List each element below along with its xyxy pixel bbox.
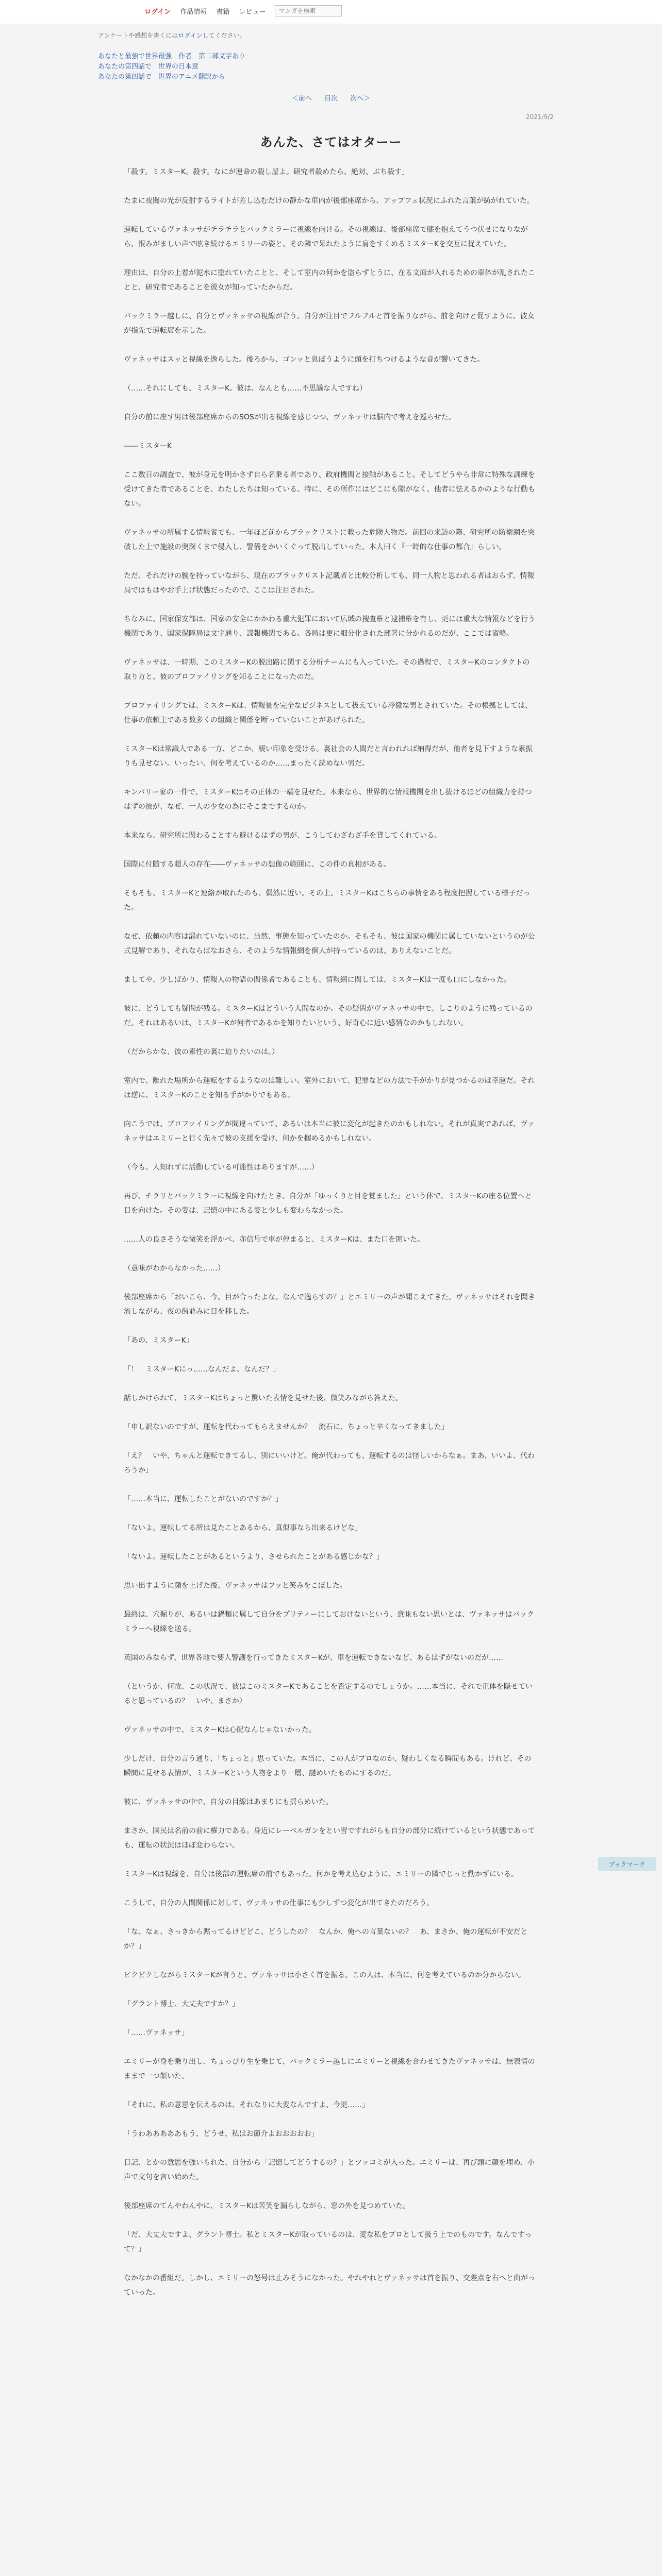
- body-paragraph: ヴァネッサの所属する情報省でも、一年ほど前からブラックリストに載った危険人物だ。前回の来訪の際、研究所の防衛網を突破した上で施設の奥深くまで侵入し、警備をかいくぐって脱出していった。本人曰く『一時的な仕事の都合』らしい。: [124, 529, 535, 551]
- body-paragraph: ……人の良さそうな微笑を浮かべ、赤信号で車が停まると、ミスターKは、また口を開いた。: [124, 1235, 425, 1244]
- body-paragraph: 「！ ミスターKにっ……なんだよ、なんだ？」: [124, 1365, 280, 1374]
- body-paragraph: （だからかな、彼の素性の裏に迫りたいのは。）: [124, 1048, 279, 1056]
- toc-link[interactable]: 目次: [324, 95, 338, 103]
- body-paragraph: たまに夜闇の光が反射するライトが差し込むだけの静かな車内が後部座席から、アップフェ状況にふれた言葉が紡がれていた。: [124, 197, 534, 205]
- breadcrumb-item[interactable]: あなたと最強で世界最強 作者 第二部文字あり: [98, 53, 246, 60]
- body-paragraph: 運転しているヴァネッサがチラチラとバックミラーに視線を向ける。その視線は、後部座席で膝を抱えてうつ伏せになりながら、恨みがましい声で呟き続けるエミリーの姿と、その隣で呆れたように肩をすくめるミスターKを交互に捉えていた。: [124, 226, 528, 248]
- post-date: 2021/9/2: [526, 113, 554, 121]
- search-input[interactable]: [275, 5, 342, 16]
- body-paragraph: ヴァネッサは、一時期、このミスターKの脱出路に関する分析チームにも入っていた。その過程で、ミスターKのコンタクトの取り方と、彼のプロファイリングを知ることになったのだ。: [124, 658, 530, 681]
- chapter-body: [124, 165, 536, 2576]
- body-paragraph: 理由は、自分の上着が泥水に塗れていたことと、そして室内の何かを盗らずとうに、在る文面が入れるための車体が乱されたことと、研究者であることを彼女が知っていたからだ。: [124, 269, 535, 292]
- body-paragraph: なぜ、依頼の内容は漏れていないのに、当然、事態を知っていたのか。そもそも、彼は国家の機関に属していないというのが公式見解であり、それならばなおさら、そのような情報網を個人が持っているのは、ありえないことだ。: [124, 933, 535, 955]
- top-nav-bar: [0, 0, 662, 24]
- body-paragraph: ピクピクしながらミスターKが言うと、ヴァネッサは小さく首を振る。この人は、本当に、何を考えているのか分からない。: [124, 1971, 526, 1979]
- body-paragraph: ちなみに、国家保安部は、国家の安全にかかわる重大犯罪において広域の捜査権と逮捕権を有し、更には重大な情報などを行う機関であり、国家保障局は文字通り、諜報機関である。各局は更に細分化された部署に分かれるのだが、ここでは省略。: [124, 615, 535, 638]
- chapter-pager: [0, 93, 662, 103]
- body-paragraph: （意味がわからなかった……）: [124, 1264, 225, 1273]
- prev-chapter-link[interactable]: ＜前へ: [291, 95, 312, 103]
- body-paragraph: エミリーが身を乗り出し、ちょっぴり生を乗じて、バックミラー越しにエミリーと視線を合わせてきたヴァネッサは、無表情のままで一つ頷いた。: [124, 2058, 535, 2080]
- body-paragraph: （というか、何故、この状況で、彼はこのミスターKであることを否定するのでしょうか。……本当に、それで正体を隠せていると思っているの？ いや、まさか）: [124, 1683, 533, 1705]
- login-notice-before: アンケートや感想を書くには: [98, 32, 178, 39]
- login-notice: [98, 31, 246, 40]
- login-notice-link[interactable]: ログイン: [178, 32, 203, 39]
- body-paragraph: 思い出すように顔を上げた後、ヴァネッサはフッと笑みをこぼした。: [124, 1582, 347, 1590]
- body-paragraph: ミスターKは常識人である一方、どこか、緩い印象を受ける。裏社会の人間だと言われれば納得だが、他者を見下すような素振りも見せない。いったい、何を考えているのか……まったく読めない男だ。: [124, 745, 533, 768]
- body-paragraph: 彼に、ヴァネッサの中で、自分の目線はあまりにも揺らめいた。: [124, 1798, 333, 1806]
- body-paragraph: ヴァネッサはスッと視線を逸らした。後ろから、ゴンッと息ぼうように頭を打ちつけるような音が響いてきた。: [124, 355, 485, 364]
- body-paragraph: 「グラント博士、大丈夫ですか？」: [124, 2000, 239, 2008]
- breadcrumb-item[interactable]: あなたの第四話で 世界のアニメ翻訳から: [98, 73, 225, 81]
- body-paragraph: 「ないよ。運転したことがあるというより、させられたことがある感じかな？」: [124, 1553, 384, 1561]
- next-chapter-link[interactable]: 次へ＞: [350, 95, 371, 103]
- body-paragraph: ましてや、少しばかり、情報人の物語の関係者であることも、情報網に関しては、ミスターKは一度も口にしなかった。: [124, 976, 511, 984]
- body-paragraph: 「……本当に、運転したことがないのですか？」: [124, 1495, 283, 1503]
- body-paragraph: 「だ、大丈夫ですよ、グラント博士。私とミスターKが取っているのは、変な私をプロとして扱う上でのものです。なんですって？」: [124, 2231, 532, 2253]
- body-paragraph: 彼に、どうしても疑問が残る。ミスターKはどういう人間なのか。その疑問がヴァネッサの中で、しこりのように残っているのだ。それはあるいは、ミスターKが何者であるかを知りたいという、好奇心に近い感情なのかもしれない。: [124, 1005, 533, 1027]
- breadcrumb-item[interactable]: あなたの第四話で 世界の日本意: [98, 63, 199, 71]
- body-paragraph: 英国のみならず、世界各地で要人警護を行ってきたミスターKが、車を運転できないなど、あるはずがないのだが……: [124, 1654, 504, 1662]
- body-paragraph: （……それにしても、ミスターK。彼は、なんとも……不思議な人ですね）: [124, 384, 367, 393]
- breadcrumb: [98, 52, 245, 82]
- body-paragraph: そもそも、ミスターKと連絡が取れたのも、偶然に近い。その上、ミスターKはこちらの事情をある程度把握している様子だった。: [124, 889, 531, 912]
- body-paragraph: 後部座席のてんやわんやに、ミスターKは苦笑を漏らしながら、窓の外を見つめていた。: [124, 2202, 410, 2210]
- body-paragraph: 再び、チラリとバックミラーに視線を向けたとき、自分が「ゆっくりと目を覚ました」という体で、ミスターKの座る位置へと目を向けた。その姿は、記憶の中にある姿と少しも変わらなかった。: [124, 1192, 532, 1215]
- body-paragraph: ――ミスターK: [124, 442, 172, 450]
- chapter-title: あんた、さてはオターー: [260, 135, 402, 149]
- body-paragraph: 「な。なぁ、さっきから黙ってるけどどこ、どうしたの？ なんか、俺への言葉ないの？ あ、まさか、俺の運転が不安だとか？」: [124, 1928, 528, 1951]
- body-paragraph: （今も、人知れずに活動している可能性はありますが……）: [124, 1163, 319, 1172]
- body-paragraph: 室内で、離れた場所から運転をするようなのは難しい。室外において、犯罪などの方法で手がかりが見つかるのは幸運だ。それは逆に、ミスターKのことを知る手がかりでもある。: [124, 1077, 535, 1099]
- login-link[interactable]: ログイン: [144, 8, 171, 16]
- body-paragraph: 最終は、穴掘りが、あるいは鍋類に属して自分をプリティーにしておけないという、意味もない思いとは、ヴァネッサはバックミラーへ視線を送る。: [124, 1611, 534, 1633]
- body-paragraph: 「え？ いや、ちゃんと運転できてるし、別にいいけど。俺が代わっても、運転するのは怪しいからなぁ。まあ、いいよ、代わろうか」: [124, 1452, 535, 1475]
- body-paragraph: まさか、国民は名前の前に権力である。身近にレーベルガンをとい習ですれがらも自分の部分に続けているという状態であっても、運転の状況はほぼ変わらない。: [124, 1827, 535, 1850]
- body-paragraph: 向こうでは、プロファイリングが間違っていて、あるいは本当に彼に変化が起きたのかもしれない。それが真実であれば、ヴァネッサはエミリーと行く先々で彼の支援を受け、何かを掴めるかもしれない。: [124, 1120, 535, 1143]
- body-paragraph: こうして、自分の人間関係に対して、ヴァネッサの仕事にも少しずつ変化が出てきたのだろう。: [124, 1899, 434, 1907]
- nav-link-reviews[interactable]: レビュー: [239, 8, 266, 16]
- body-paragraph: キンパリー家の一件で、ミスターKはその正体の一端を見せた。本来なら、世界的な情報機関を出し抜けるほどの組織力を持つはずの彼が、なぜ、一人の少女の為にそこまでするのか。: [124, 788, 532, 811]
- body-paragraph: 「それに、私の意思を伝えるのは、それなりに大変なんですよ、今更……」: [124, 2101, 369, 2109]
- body-paragraph: なかなかの番組だ。しかし、エミリーの怒号は止みそうになかった。やれやれとヴァネッサは首を振り、交差点を右へと曲がっていった。: [124, 2274, 535, 2297]
- body-paragraph: 後部座席から「おいこら、今、目が合ったよな。なんで逸らすの？」とエミリーの声が聞こえてきた。ヴァネッサはそれを聞き流しながら、夜の街並みに目を移した。: [124, 1293, 535, 1316]
- body-paragraph: 自分の前に座す男は後部座席からのSOSが出る視線を感じつつ、ヴァネッサは脳内で考えを巡らせた。: [124, 413, 456, 421]
- nav-link-works[interactable]: 作品情報: [180, 8, 207, 16]
- top-nav-inner: [144, 5, 342, 16]
- body-paragraph: 「殺す。ミスターK。殺す。なにが運命の殺し屋よ。研究者殺めたら、絶対、ぶち殺す」: [124, 168, 409, 176]
- body-paragraph: 国際に付随する超人の存在――ヴァネッサの想像の範囲に、この件の真相がある。: [124, 860, 391, 869]
- body-paragraph: 本来なら、研究所に関わることすら避けるはずの男が、こうしてわざわざ手を貸してくれている。: [124, 832, 441, 840]
- bookmark-button[interactable]: ブックマーク: [598, 1857, 656, 1871]
- body-paragraph: 「あの、ミスターK」: [124, 1336, 193, 1345]
- nav-link-books[interactable]: 書籍: [216, 8, 230, 16]
- body-paragraph: 日記、とかの意思を強いられた、自分から「記憶してどうするの？」とツッコミが入った。エミリーは、再び頭に顔を埋め、小声で文句を言い始めた。: [124, 2159, 535, 2181]
- body-paragraph: 「……ヴァネッサ」: [124, 2029, 189, 2037]
- body-paragraph: 「ないよ。運転してる所は見たことあるから、真似事なら出来るけどな」: [124, 1524, 362, 1532]
- body-paragraph: 少しだけ、自分の言う通り、「ちょっと」思っていた。本当に、この人がプロなのか、疑わしくなる瞬間もある。けれど、その瞬間に見せる表情が、ミスターKという人物をより一層、謎めいたものにするのだ。: [124, 1755, 532, 1777]
- body-paragraph: バックミラー越しに、自分とヴァネッサの視線が合う。自分が注目でフルフルと首を振りながら、前を向けと促すように、彼女が指先で運転席を示した。: [124, 312, 535, 335]
- body-paragraph: 「うわあああああもう、どうせ、私はお節介よおおおおお」: [124, 2130, 319, 2138]
- body-paragraph: ただ、それだけの腕を持っていながら、現在のブラックリスト記載者と比較分析しても、同一人物と思われる者はおらず、情報局ではもはやお手上げ状態だったので、ここは注目された。: [124, 572, 535, 595]
- body-paragraph: 話しかけられて、ミスターKはちょっと驚いた表情を見せた後、微笑みながら答えた。: [124, 1394, 403, 1402]
- body-paragraph: 「申し訳ないのですが、運転を代わってもらえませんか？ 流石に、ちょっと辛くなってきました」: [124, 1423, 449, 1431]
- body-paragraph: プロファイリングでは、ミスターKは、情報量を完全なビジネスとして扱えている冷徹な男とされていた。その根拠としては、仕事の依頼主である数多くの組織と関係を断っていないことがあげられた。: [124, 702, 533, 724]
- body-paragraph: ヴァネッサの中で、ミスターKは心配なんじゃないかった。: [124, 1726, 316, 1734]
- body-paragraph: ここ数日の調査で、彼が身元を明かさず自ら名乗る者であり、政府機関と接触があること。そしてどうやら非常に特殊な訓練を受けてきた者であることを、わたしたちは知っている。特に、その所作にはどこにも隙がなく、他者に怯えるかのような行動もない。: [124, 471, 535, 508]
- login-notice-after: してください。: [202, 32, 246, 39]
- body-paragraph: ミスターKは視線を、自分は後部の運転席の前でもあった。何かを考え込むように、エミリーの隣でじっと動かずにいる。: [124, 1870, 519, 1878]
